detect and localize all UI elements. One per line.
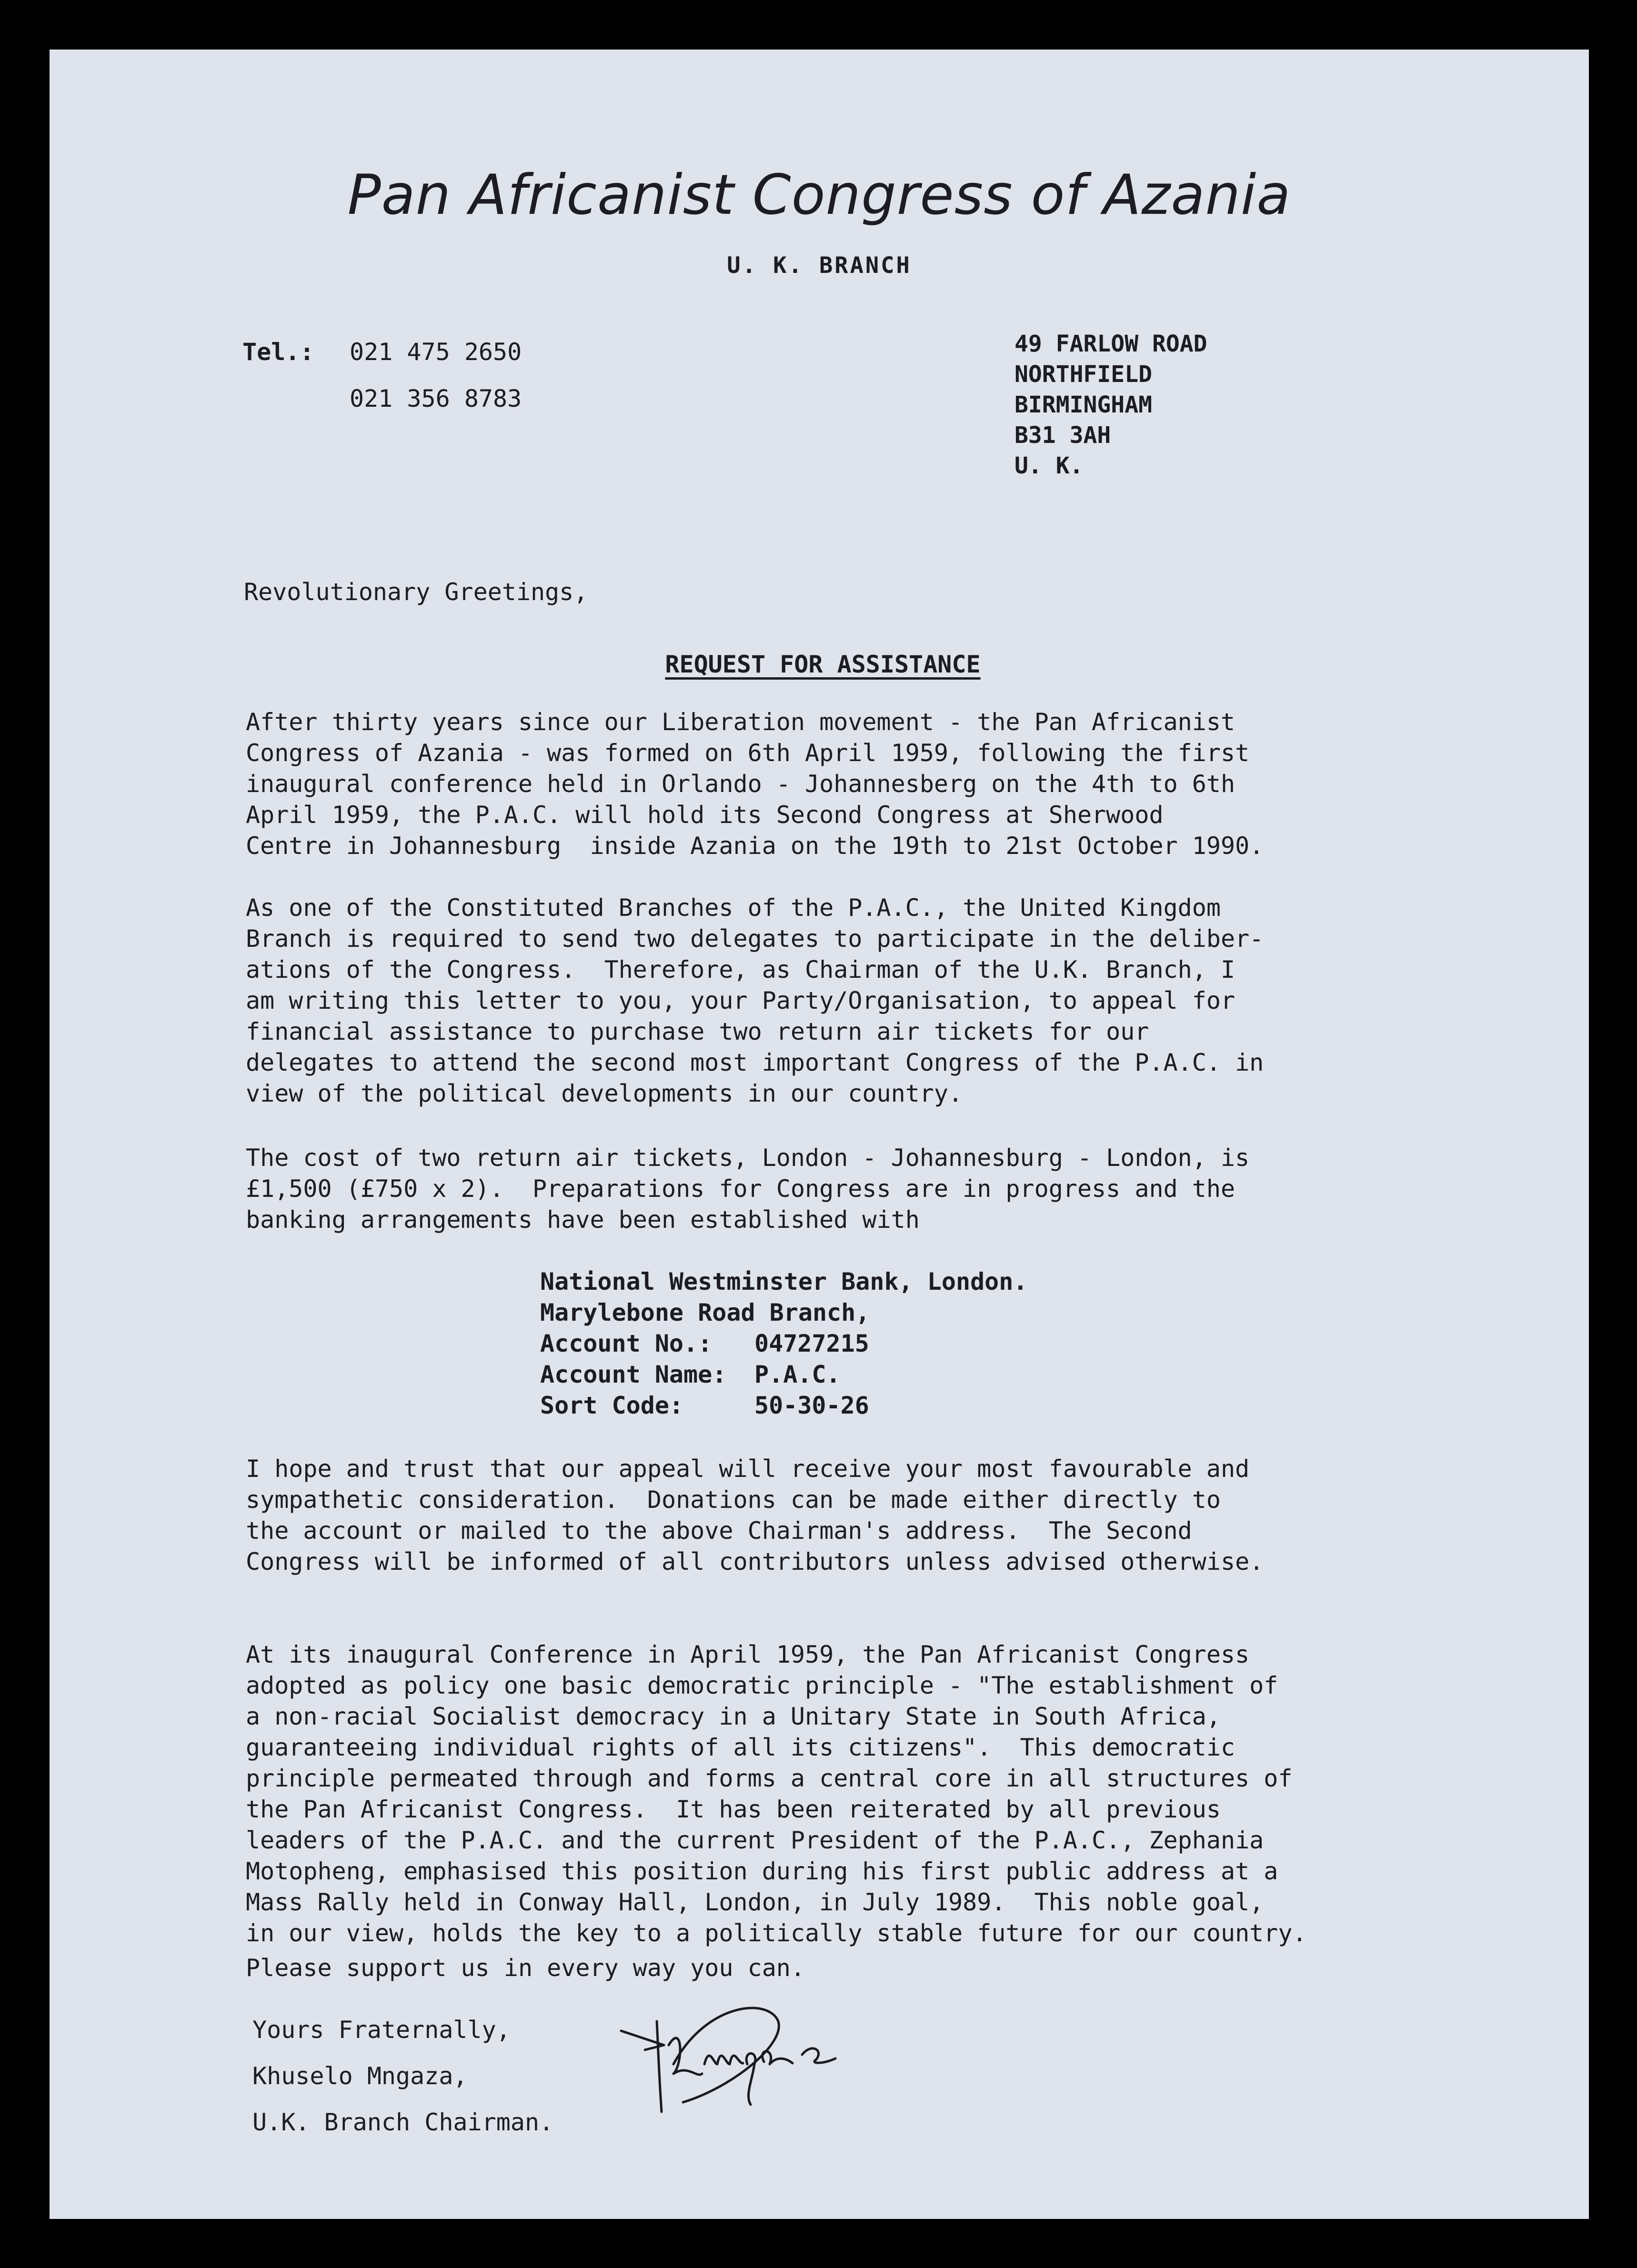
telephone-number-2: 021 356 8783 — [350, 385, 522, 412]
account-number-row — [540, 1328, 1028, 1359]
bank-name: National Westminster Bank, London. — [540, 1268, 1028, 1295]
paragraph-2: As one of the Constituted Branches of the P.A.C., the United Kingdom Branch is required to send two delegates to participate in the deliber- ations of the Congress. Therefore, as Chairman of the U.K. Branch, I am writing this letter to you, your Party/Organisation, to appeal for financial assistance to purchase two return air tickets for our delegates to attend the second most important Congress of the P.A.C. in view of the political developments in our country. — [246, 894, 1264, 1107]
address-line: 49 FARLOW ROAD — [1014, 331, 1207, 357]
address-block — [1014, 329, 1207, 481]
address-line: U. K. — [1014, 452, 1084, 479]
address-line: B31 3AH — [1014, 422, 1111, 449]
address-line: NORTHFIELD — [1014, 361, 1152, 388]
telephone-number-1: 021 475 2650 — [350, 338, 522, 366]
account-name-row — [540, 1359, 1028, 1390]
letter-heading-text: REQUEST FOR ASSISTANCE — [665, 651, 981, 678]
handwritten-signature — [612, 1993, 869, 2136]
paragraph-1: After thirty years since our Liberation movement - the Pan Africanist Congress of Azania - was formed on 6th April 1959, following the first inaugural conference held in Orlando - Johannesberg on the 4th to 6th April 1959, the P.A.C. will hold its Second Congress at Sherwood Centre in Johannesburg inside Azania on the 19th to 21st October 1990. — [246, 708, 1264, 860]
organisation-title: Pan Africanist Congress of Azania — [347, 163, 1291, 227]
account-number-label: Account No.: — [540, 1330, 713, 1357]
closing-salutation: Yours Fraternally, — [252, 2016, 511, 2044]
paragraph-5: At its inaugural Conference in April 1959, the Pan Africanist Congress adopted as policy one basic democratic principle - "The establishment of a non-racial Socialist democracy in a Unitary State in South Africa, guaranteeing individual rights of all its citizens". This democratic principle permeated through and forms a central core in all structures of the Pan Africanist Congress. It has been reiterated by all previous leaders of the P.A.C. and the current President of the P.A.C., Zephania Motopheng, emphasised this position during his first public address at a Mass Rally held in Conway Hall, London, in July 1989. This noble goal, in our view, holds the key to a politically stable future for our country. — [246, 1641, 1307, 1947]
greeting: Revolutionary Greetings, — [244, 578, 588, 606]
letter-heading — [50, 651, 1589, 678]
branch-subtitle: U. K. BRANCH — [727, 252, 912, 279]
telephone-block — [242, 329, 522, 422]
telephone-label: Tel.: — [242, 338, 314, 366]
sort-code-row — [540, 1390, 1028, 1421]
paragraph-4: I hope and trust that our appeal will receive your most favourable and sympathetic consideration. Donations can be made either directly to the account or mailed to the above Chairman's address. The Second Congress will be informed of all contributors unless advised otherwise. — [246, 1455, 1264, 1576]
account-name-value: P.A.C. — [754, 1361, 841, 1388]
closing-block — [252, 2007, 553, 2146]
paragraph-3: The cost of two return air tickets, London - Johannesburg - London, is £1,500 (£750 x 2). Preparations for Congress are in progress and the banking arrangements have been established with — [246, 1144, 1250, 1234]
bank-branch: Marylebone Road Branch, — [540, 1299, 870, 1326]
account-number-value: 04727215 — [754, 1330, 869, 1357]
sort-code-label: Sort Code: — [540, 1392, 684, 1419]
account-name-label: Account Name: — [540, 1361, 727, 1388]
paragraph-6: Please support us in every way you can. — [246, 1954, 805, 1982]
signatory-name: Khuselo Mngaza, — [252, 2062, 468, 2090]
bank-details — [540, 1266, 1028, 1421]
letter-page — [50, 50, 1589, 2219]
sort-code-value: 50-30-26 — [754, 1392, 869, 1419]
address-line: BIRMINGHAM — [1014, 391, 1152, 418]
signatory-title: U.K. Branch Chairman. — [252, 2108, 554, 2136]
